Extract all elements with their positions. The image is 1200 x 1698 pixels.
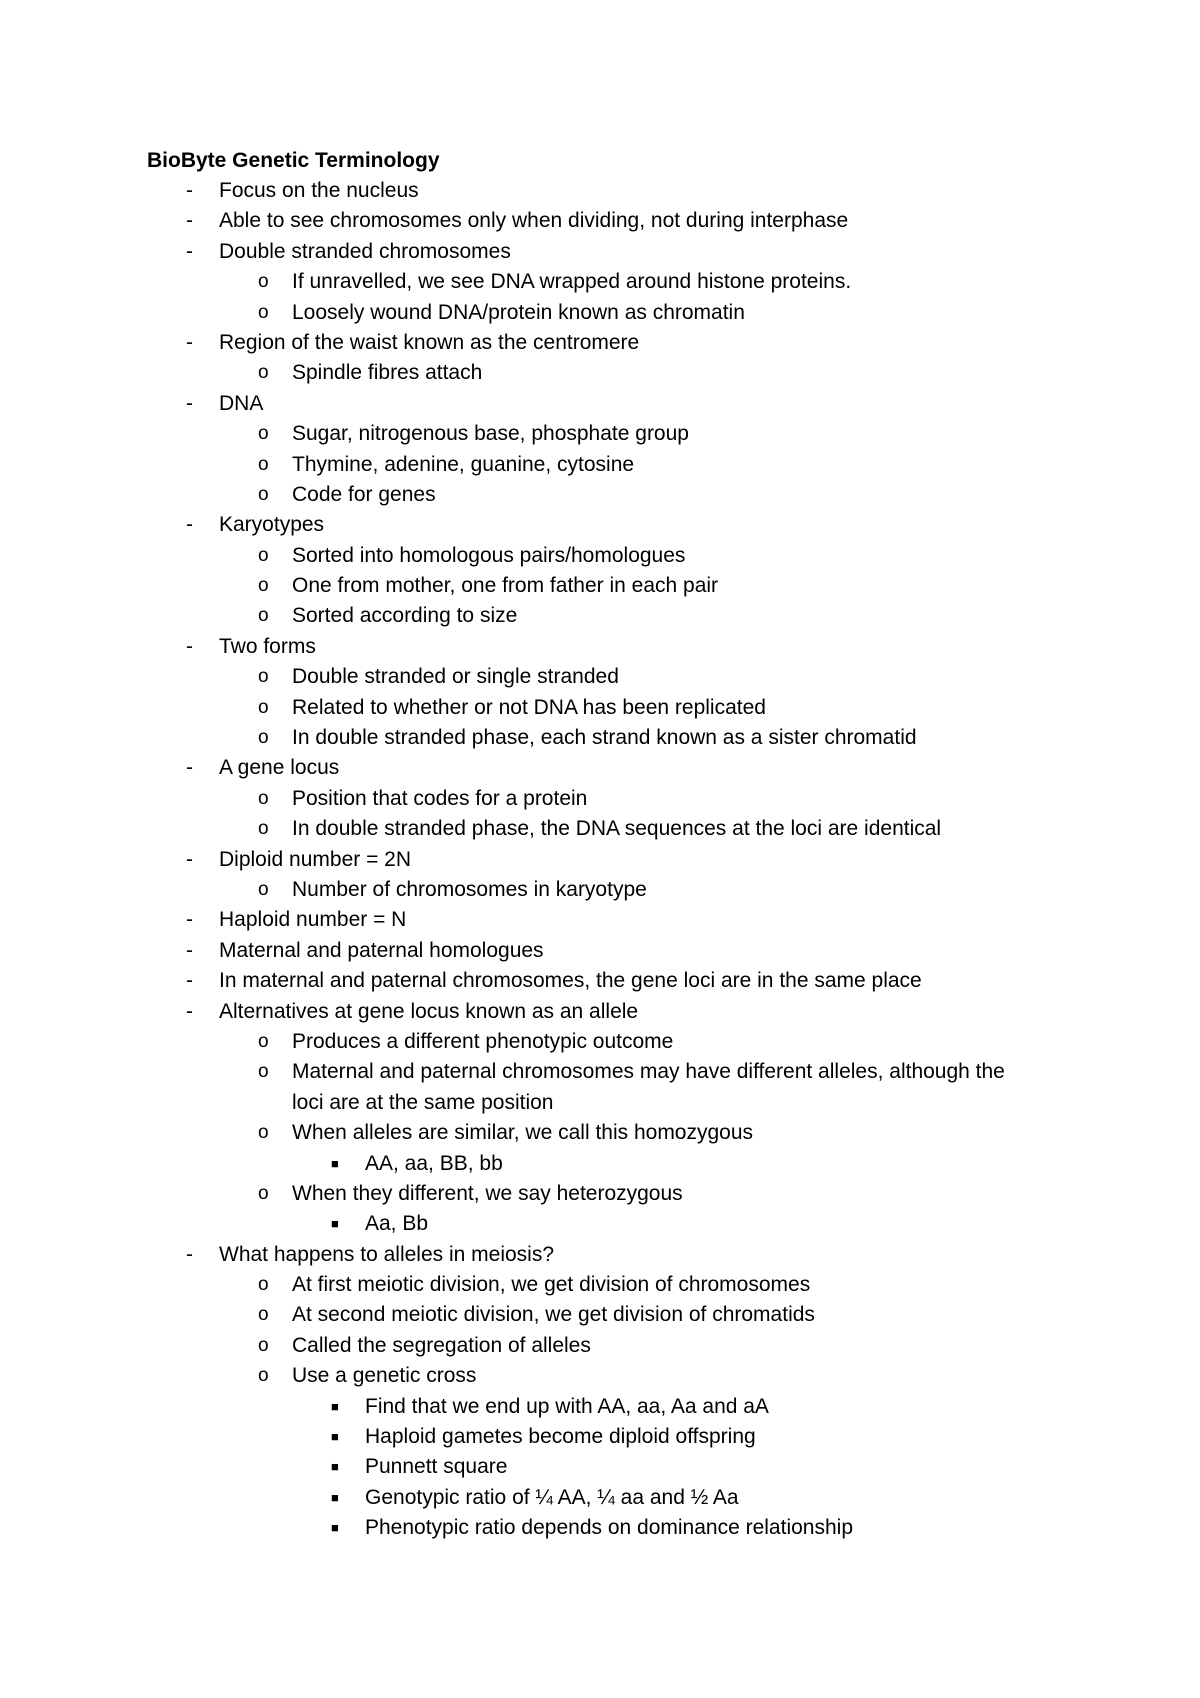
circle-bullet: o bbox=[258, 1274, 269, 1296]
list-item bbox=[0, 571, 1200, 601]
circle-bullet: o bbox=[258, 696, 269, 718]
list-item bbox=[0, 1300, 1200, 1330]
circle-bullet: o bbox=[258, 1334, 269, 1356]
circle-bullet: o bbox=[258, 301, 269, 323]
circle-bullet: o bbox=[258, 787, 269, 809]
list-item-text: When they different, we say heterozygous bbox=[292, 1181, 683, 1205]
square-bullet-icon: ■ bbox=[331, 1520, 339, 1536]
list-item bbox=[0, 936, 1200, 966]
circle-bullet: o bbox=[258, 1365, 269, 1387]
list-item-text: Aa, Bb bbox=[365, 1212, 429, 1236]
list-item bbox=[0, 1209, 1200, 1239]
dash-bullet: - bbox=[186, 513, 193, 537]
list-item bbox=[0, 1361, 1200, 1391]
list-item-text: What happens to alleles in meiosis? bbox=[219, 1242, 555, 1266]
list-item-text: Region of the waist known as the centromere bbox=[219, 330, 640, 354]
dash-bullet: - bbox=[186, 969, 193, 993]
list-item-text: loci are at the same position bbox=[292, 1090, 554, 1114]
notes-list bbox=[0, 176, 1200, 1544]
list-item-text: One from mother, one from father in each pair bbox=[292, 574, 719, 598]
dash-bullet: - bbox=[186, 999, 193, 1023]
list-item bbox=[0, 389, 1200, 419]
list-item bbox=[0, 1027, 1200, 1057]
list-item bbox=[0, 1179, 1200, 1209]
square-bullet-icon: ■ bbox=[331, 1489, 339, 1505]
list-item-text: In double stranded phase, the DNA sequences at the loci are identical bbox=[292, 817, 942, 841]
list-item bbox=[0, 784, 1200, 814]
list-item-text: Thymine, adenine, guanine, cytosine bbox=[292, 452, 635, 476]
list-item-text: Number of chromosomes in karyotype bbox=[292, 877, 647, 901]
dash-bullet: - bbox=[186, 847, 193, 871]
dash-bullet: - bbox=[186, 391, 193, 415]
list-item-text: Punnett square bbox=[365, 1455, 508, 1479]
circle-bullet: o bbox=[258, 1304, 269, 1326]
list-item-text: Code for genes bbox=[292, 482, 436, 506]
list-item-text: If unravelled, we see DNA wrapped around histone proteins. bbox=[292, 270, 852, 294]
list-item-text: Position that codes for a protein bbox=[292, 786, 588, 810]
list-item-text: Alternatives at gene locus known as an allele bbox=[219, 999, 639, 1023]
list-item-text: Diploid number = 2N bbox=[219, 847, 412, 871]
list-item-text: Maternal and paternal chromosomes may have different alleles, although the bbox=[292, 1060, 1005, 1084]
dash-bullet: - bbox=[186, 179, 193, 202]
list-item-text: Called the segregation of alleles bbox=[292, 1333, 591, 1357]
circle-bullet: o bbox=[258, 575, 269, 597]
list-item-text: AA, aa, BB, bb bbox=[365, 1151, 503, 1175]
circle-bullet: o bbox=[258, 1182, 269, 1204]
list-item-text: In double stranded phase, each strand known as a sister chromatid bbox=[292, 726, 917, 750]
circle-bullet: o bbox=[258, 423, 269, 445]
circle-bullet: o bbox=[258, 666, 269, 688]
list-item bbox=[0, 541, 1200, 571]
list-item bbox=[0, 176, 1200, 206]
dash-bullet: - bbox=[186, 209, 193, 233]
list-item bbox=[0, 1149, 1200, 1179]
circle-bullet: o bbox=[258, 818, 269, 840]
list-item bbox=[0, 966, 1200, 996]
list-item bbox=[0, 723, 1200, 753]
list-item-text: Focus on the nucleus bbox=[219, 179, 419, 202]
circle-bullet: o bbox=[258, 1030, 269, 1052]
list-item bbox=[0, 1270, 1200, 1300]
list-item bbox=[0, 632, 1200, 662]
list-item bbox=[0, 662, 1200, 692]
square-bullet-icon: ■ bbox=[331, 1398, 339, 1414]
list-item-text: Phenotypic ratio depends on dominance relationship bbox=[365, 1516, 853, 1540]
list-item-text: Sorted into homologous pairs/homologues bbox=[292, 543, 686, 567]
list-item bbox=[0, 450, 1200, 480]
list-item bbox=[0, 845, 1200, 875]
list-item bbox=[0, 997, 1200, 1027]
circle-bullet: o bbox=[258, 727, 269, 749]
list-item bbox=[0, 358, 1200, 388]
list-item bbox=[0, 1057, 1200, 1087]
list-item bbox=[0, 1331, 1200, 1361]
list-item bbox=[0, 480, 1200, 510]
dash-bullet: - bbox=[186, 634, 193, 658]
list-item bbox=[0, 1392, 1200, 1422]
circle-bullet: o bbox=[258, 271, 269, 293]
list-item-text: Maternal and paternal homologues bbox=[219, 938, 544, 962]
list-item-text: In maternal and paternal chromosomes, the gene loci are in the same place bbox=[219, 969, 922, 993]
list-item bbox=[0, 237, 1200, 267]
list-item-text: Able to see chromosomes only when dividing, not during interphase bbox=[219, 209, 849, 233]
list-item bbox=[0, 206, 1200, 236]
list-item-text: Double stranded chromosomes bbox=[219, 239, 511, 263]
circle-bullet: o bbox=[258, 362, 269, 384]
list-item bbox=[0, 1422, 1200, 1452]
list-item-text: Produces a different phenotypic outcome bbox=[292, 1029, 674, 1053]
list-item-text: Find that we end up with AA, aa, Aa and aA bbox=[365, 1394, 769, 1418]
circle-bullet: o bbox=[258, 483, 269, 505]
square-bullet-icon: ■ bbox=[331, 1216, 339, 1232]
square-bullet-icon: ■ bbox=[331, 1155, 339, 1171]
list-item-text: Haploid gametes become diploid offspring bbox=[365, 1425, 756, 1449]
list-item-text: Double stranded or single stranded bbox=[292, 665, 619, 689]
list-item-text: Sorted according to size bbox=[292, 604, 518, 628]
list-item-text: At first meiotic division, we get division of chromosomes bbox=[292, 1273, 811, 1297]
list-item bbox=[0, 814, 1200, 844]
list-item bbox=[0, 601, 1200, 631]
circle-bullet: o bbox=[258, 605, 269, 627]
list-item bbox=[0, 875, 1200, 905]
document-title: BioByte Genetic Terminology bbox=[147, 149, 440, 172]
list-item-text: Genotypic ratio of ¼ AA, ¼ aa and ½ Aa bbox=[365, 1485, 739, 1509]
square-bullet-icon: ■ bbox=[331, 1429, 339, 1445]
list-item-text: Loosely wound DNA/protein known as chromatin bbox=[292, 300, 745, 324]
list-item bbox=[0, 1088, 1200, 1118]
list-item-text: Sugar, nitrogenous base, phosphate group bbox=[292, 422, 689, 446]
list-item bbox=[0, 298, 1200, 328]
list-item-text: Haploid number = N bbox=[219, 908, 407, 932]
list-item bbox=[0, 1513, 1200, 1543]
list-item-text: Two forms bbox=[219, 634, 316, 658]
list-item bbox=[0, 1240, 1200, 1270]
list-item bbox=[0, 905, 1200, 935]
circle-bullet: o bbox=[258, 1122, 269, 1144]
list-item bbox=[0, 1483, 1200, 1513]
list-item bbox=[0, 753, 1200, 783]
circle-bullet: o bbox=[258, 878, 269, 900]
circle-bullet: o bbox=[258, 544, 269, 566]
square-bullet-icon: ■ bbox=[331, 1459, 339, 1475]
dash-bullet: - bbox=[186, 239, 193, 263]
circle-bullet: o bbox=[258, 1061, 269, 1083]
dash-bullet: - bbox=[186, 938, 193, 962]
list-item-text: Related to whether or not DNA has been replicated bbox=[292, 695, 766, 719]
dash-bullet: - bbox=[186, 1242, 193, 1266]
list-item-text: DNA bbox=[219, 391, 264, 415]
circle-bullet: o bbox=[258, 453, 269, 475]
list-item-text: Karyotypes bbox=[219, 513, 325, 537]
list-item bbox=[0, 693, 1200, 723]
list-item-text: When alleles are similar, we call this homozygous bbox=[292, 1121, 754, 1145]
list-item bbox=[0, 510, 1200, 540]
dash-bullet: - bbox=[186, 908, 193, 932]
dash-bullet: - bbox=[186, 330, 193, 354]
list-item-text: Spindle fibres attach bbox=[292, 361, 483, 385]
list-item-text: A gene locus bbox=[219, 756, 340, 780]
list-item bbox=[0, 328, 1200, 358]
list-item bbox=[0, 267, 1200, 297]
list-item bbox=[0, 1452, 1200, 1482]
list-item-text: At second meiotic division, we get division of chromatids bbox=[292, 1303, 815, 1327]
list-item bbox=[0, 419, 1200, 449]
dash-bullet: - bbox=[186, 756, 193, 780]
list-item-text: Use a genetic cross bbox=[292, 1364, 477, 1388]
list-item bbox=[0, 1118, 1200, 1148]
